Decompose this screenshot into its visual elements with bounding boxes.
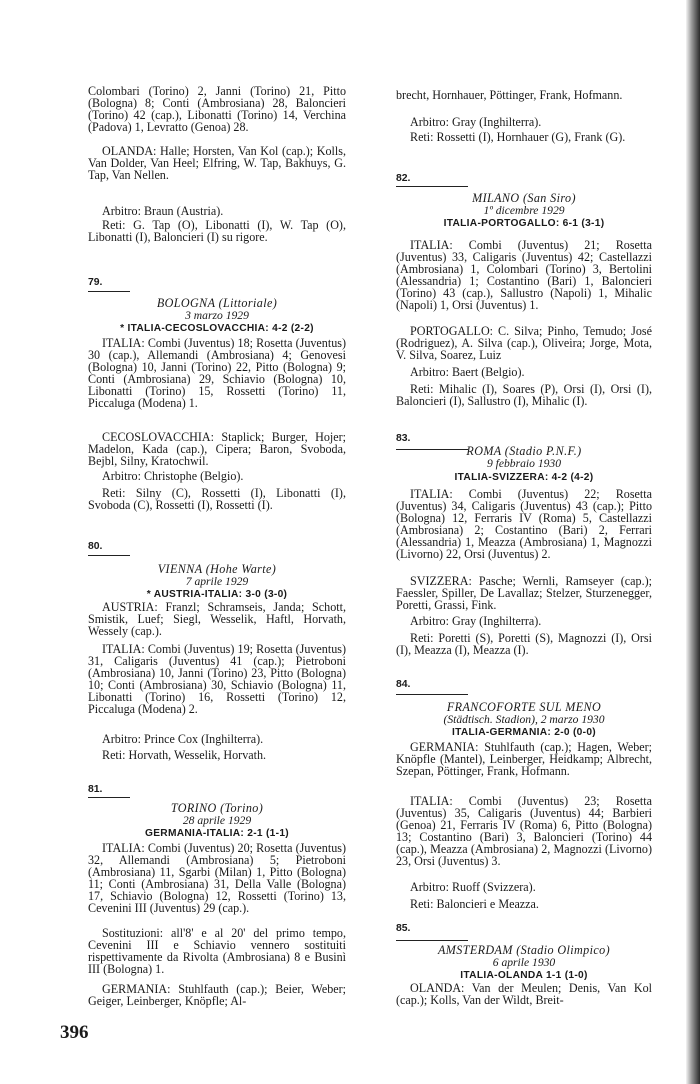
- team-lineup-paragraph: ITALIA: Combi (Juventus) 22; Rosetta (Juventus) 34, Caligaris (Juventus) 43 (cap.); Pitto (Bologna) 12, Ferraris IV (Roma) 5, Castellazzi (Ambrosiana) 2; Costantino (Bari) 2, Ferrari (Alessandria) 1, Meazza (Ambrosiana) 1, Magnozzi (Livorno) 22, Orsi (Juventus) 2.: [396, 487, 652, 561]
- team-lineup-paragraph: OLANDA: Halle; Horsten, Van Kol (cap.); Kolls, Van Dolder, Van Heel; Elfring, W. Tap, Bakhuys, G. Tap, Van Nellen.: [88, 144, 346, 182]
- match-venue: ROMA (Stadio P.N.F.): [466, 444, 582, 458]
- goals-line: Reti: Silny (C), Rossetti (I), Libonatti (I), Svoboda (C), Rossetti (I), Rossetti (I).: [88, 486, 346, 512]
- continued-lineup-paragraph: brecht, Hornhauer, Pöttinger, Frank, Hofmann.: [396, 88, 623, 102]
- team-lineup-paragraph: CECOSLOVACCHIA: Staplick; Burger, Hojer; Madelon, Kada (cap.), Cipera; Baron, Svoboda, Bejbl, Silny, Kratochwil.: [88, 430, 346, 468]
- match-result: * ITALIA-CECOSLOVACCHIA: 4-2 (2-2): [120, 323, 314, 334]
- team-lineup-paragraph: GERMANIA: Stuhlfauth (cap.); Hagen, Weber; Knöpfle (Mantel), Leinberger, Heidkamp; Albrecht, Szepan, Pöttinger, Frank, Hofmann.: [396, 740, 652, 778]
- goals-line: Reti: G. Tap (O), Libonatti (I), W. Tap (O), Libonatti (I), Baloncieri (I) su rigore.: [88, 218, 346, 244]
- goals-line: Reti: Horvath, Wesselik, Horvath.: [102, 748, 267, 762]
- referee-line: Arbitro: Christophe (Belgio).: [102, 469, 244, 483]
- section-rule: [396, 694, 468, 695]
- match-result: * AUSTRIA-ITALIA: 3-0 (3-0): [146, 589, 288, 600]
- referee-line: Arbitro: Gray (Inghilterra).: [410, 614, 542, 628]
- match-number: 83.: [396, 433, 411, 444]
- team-lineup-paragraph: AUSTRIA: Franzl; Schramseis, Janda; Schott, Smistik, Luef; Siegl, Wesselik, Haftl, Horvath, Wessely (cap.).: [88, 600, 346, 638]
- match-date: 1º dicembre 1929: [483, 204, 565, 217]
- referee-line: Arbitro: Ruoff (Svizzera).: [410, 880, 536, 894]
- match-venue: VIENNA (Hohe Warte): [157, 562, 277, 576]
- match-number: 81.: [88, 784, 103, 795]
- team-lineup-paragraph: ITALIA: Combi (Juventus) 21; Rosetta (Juventus) 33, Caligaris (Juventus) 42; Castellazzi (Ambrosiana) 1, Colombari (Torino) 3, Bertolini (Alessandria) 1; Costantino (Bari) 1, Baloncieri (Torino) 43 (cap.), Sallustro (Napoli) 1, Mihalic (Napoli) 1, Orsi (Juventus) 1.: [396, 238, 652, 312]
- match-date: 6 aprile 1930: [492, 956, 556, 969]
- team-lineup-paragraph: ITALIA: Combi (Juventus) 18; Rosetta (Juventus) 30 (cap.), Allemandi (Ambrosiana) 4; Genovesi (Bologna) 10, Janni (Torino) 22, Pitto (Bologna) 9; Conti (Ambrosiana) 29, Schiavio (Bologna) 10, Libonatti (Torino) 15, Rossetti (Torino) 11, Piccaluga (Modena) 1.: [88, 336, 346, 410]
- match-number: 84.: [396, 679, 411, 690]
- referee-line: Arbitro: Baert (Belgio).: [410, 365, 525, 379]
- section-rule: [88, 555, 130, 556]
- match-venue: FRANCOFORTE SUL MENO: [446, 700, 602, 714]
- section-rule: [396, 186, 468, 187]
- team-lineup-paragraph: SVIZZERA: Pasche; Wernli, Ramseyer (cap.); Faessler, Spiller, De Lavallaz; Stelzer, Sturzenegger, Poretti, Grassi, Fink.: [396, 574, 652, 612]
- goals-line: Reti: Baloncieri e Meazza.: [410, 897, 539, 911]
- match-result: ITALIA-PORTOGALLO: 6-1 (3-1): [443, 218, 605, 229]
- match-venue: AMSTERDAM (Stadio Olimpico): [437, 943, 611, 957]
- match-result: ITALIA-GERMANIA: 2-0 (0-0): [451, 727, 596, 738]
- team-lineup-paragraph: ITALIA: Combi (Juventus) 23; Rosetta (Juventus) 35, Caligaris (Juventus) 44; Barbieri (Genoa) 21, Ferraris IV (Roma) 6, Pitto (Bologna) 13; Costantino (Bari) 3, Baloncieri (Torino) 44 (cap.), Meazza (Ambrosiana) 2, Magnozzi (Livorno) 23, Orsi (Juventus) 3.: [396, 794, 652, 868]
- referee-line: Arbitro: Braun (Austria).: [102, 204, 224, 218]
- team-lineup-paragraph: PORTOGALLO: C. Silva; Pinho, Temudo; José (Rodriguez), A. Silva (cap.), Oliveira; Jorge, Mota, V. Silva, Soarez, Luiz: [396, 324, 652, 362]
- goals-line: Reti: Poretti (S), Poretti (S), Magnozzi (I), Orsi (I), Meazza (I), Meazza (I).: [396, 631, 652, 657]
- section-rule: [88, 291, 130, 292]
- continued-lineup-paragraph: Colombari (Torino) 2, Janni (Torino) 21, Pitto (Bologna) 8; Conti (Ambrosiana) 28, Baloncieri (Torino) 42 (cap.), Libonatti (Torino) 14, Verchina (Padova) 1, Levratto (Genoa) 28.: [88, 84, 346, 134]
- match-date: 7 aprile 1929: [185, 575, 249, 588]
- match-number: 82.: [396, 173, 411, 184]
- match-venue: TORINO (Torino): [170, 801, 264, 815]
- team-lineup-paragraph: ITALIA: Combi (Juventus) 20; Rosetta (Juventus) 32, Allemandi (Ambrosiana) 5; Pietroboni (Ambrosiana) 11, Sgarbi (Milan) 1, Pitto (Bologna) 11; Conti (Ambrosiana) 31, Della Valle (Bologna) 17, Schiavio (Bologna) 12, Rossetti (Torino) 13, Cevenini III (Juventus) 29 (cap.).: [88, 841, 346, 915]
- page-edge-shadow: [686, 0, 700, 1084]
- team-lineup-paragraph: OLANDA: Van der Meulen; Denis, Van Kol (cap.); Kolls, Van der Wildt, Breit-: [396, 981, 652, 1007]
- section-rule: [88, 797, 130, 798]
- match-result: ITALIA-SVIZZERA: 4-2 (4-2): [454, 472, 594, 483]
- match-venue: MILANO (San Siro): [472, 191, 576, 205]
- match-date: 9 febbraio 1930: [486, 457, 562, 470]
- goals-line: Reti: Rossetti (I), Hornhauer (G), Frank (G).: [410, 130, 626, 144]
- match-number: 85.: [396, 923, 411, 934]
- match-number: 79.: [88, 277, 103, 288]
- team-lineup-paragraph: GERMANIA: Stuhlfauth (cap.); Beier, Weber; Geiger, Leinberger, Knöpfle; Al-: [88, 982, 346, 1008]
- match-result: ITALIA-OLANDA 1-1 (1-0): [460, 970, 588, 981]
- match-result: GERMANIA-ITALIA: 2-1 (1-1): [144, 828, 289, 839]
- match-number: 80.: [88, 541, 103, 552]
- section-rule: [396, 940, 468, 941]
- referee-line: Arbitro: Gray (Inghilterra).: [410, 115, 542, 129]
- referee-line: Arbitro: Prince Cox (Inghilterra).: [102, 732, 264, 746]
- match-date: (Städtisch. Stadion), 2 marzo 1930: [443, 713, 605, 726]
- page-number: 396: [60, 1022, 89, 1043]
- team-lineup-paragraph: ITALIA: Combi (Juventus) 19; Rosetta (Juventus) 31, Caligaris (Juventus) 41 (cap.); Pietroboni (Ambrosiana) 10, Janni (Torino) 23, Pitto (Bologna) 10; Conti (Ambrosiana) 30, Schiavio (Bologna) 11, Libonatti (Torino) 16, Rossetti (Torino) 12, Piccaluga (Modena) 2.: [88, 642, 346, 716]
- match-date: 28 aprile 1929: [182, 814, 252, 827]
- match-date: 3 marzo 1929: [185, 309, 249, 322]
- goals-line: Reti: Mihalic (I), Soares (P), Orsi (I), Orsi (I), Baloncieri (I), Sallustro (I), Mihalic (I).: [396, 382, 652, 408]
- match-venue: BOLOGNA (Littoriale): [156, 296, 278, 310]
- substitutions-paragraph: Sostituzioni: all'8' e al 20' del primo tempo, Cevenini III e Schiavio vennero sostituiti rispettivamente da Rivolta (Ambrosiana) 8 e Businì III (Bologna) 1.: [88, 926, 346, 976]
